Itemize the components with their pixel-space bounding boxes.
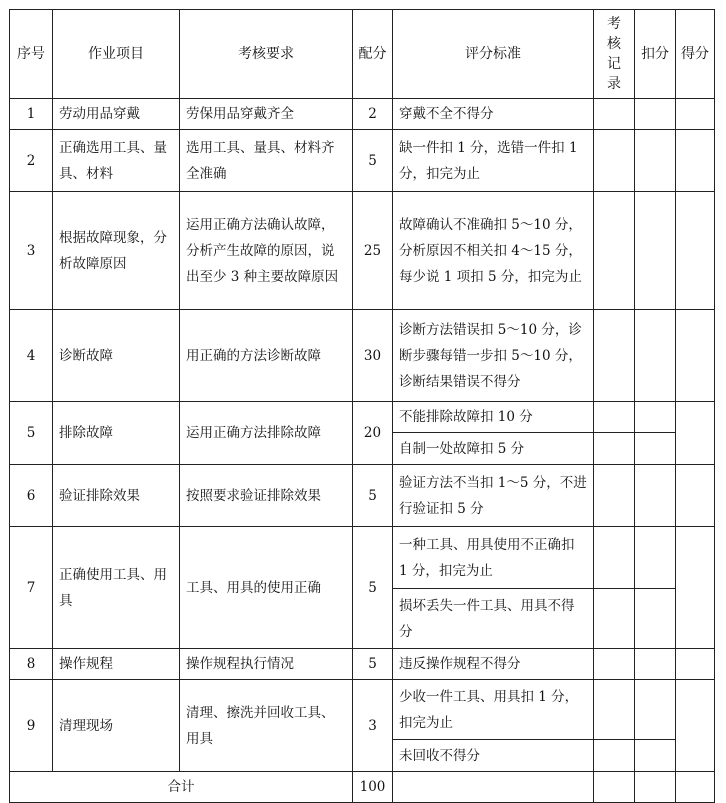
row-score-cell — [676, 99, 715, 130]
row-requirement: 劳保用品穿戴齐全 — [180, 99, 353, 130]
table-row — [10, 649, 715, 680]
table-row — [10, 192, 715, 310]
row-score-cell — [676, 192, 715, 310]
row-deduction-cell — [635, 130, 676, 192]
row-deduction-cell — [635, 433, 676, 465]
row-criteria: 诊断方法错误扣 5～10 分，诊断步骤每错一步扣 5～10 分，诊断结果错误不得分 — [393, 310, 594, 402]
row-item: 排除故障 — [53, 402, 180, 465]
header-points: 配分 — [353, 10, 393, 99]
row-points: 30 — [353, 310, 393, 402]
row-criteria: 故障确认不准确扣 5～10 分，分析原因不相关扣 4～15 分，每少说 1 项扣 5 分，扣完为止 — [393, 192, 594, 310]
row-record-cell — [594, 680, 635, 740]
row-record-cell — [594, 649, 635, 680]
row-score-cell — [676, 527, 715, 649]
row-record-cell — [594, 130, 635, 192]
table-row — [10, 130, 715, 192]
row-deduction-cell — [635, 589, 676, 649]
row-requirement: 用正确的方法诊断故障 — [180, 310, 353, 402]
row-item: 诊断故障 — [53, 310, 180, 402]
header-criteria: 评分标准 — [393, 10, 594, 99]
row-seq: 9 — [10, 680, 53, 772]
row-requirement: 工具、用具的使用正确 — [180, 527, 353, 649]
header-item: 作业项目 — [53, 10, 180, 99]
row-deduction-cell — [635, 740, 676, 772]
row-criteria: 违反操作规程不得分 — [393, 649, 594, 680]
row-points: 20 — [353, 402, 393, 465]
row-criteria: 一种工具、用具使用不正确扣 1 分，扣完为止 — [393, 527, 594, 589]
row-deduction-cell — [635, 402, 676, 433]
row-score-cell — [676, 649, 715, 680]
row-deduction-cell — [635, 680, 676, 740]
row-item: 正确选用工具、量具、材料 — [53, 130, 180, 192]
row-points: 5 — [353, 465, 393, 527]
row-record-cell — [594, 433, 635, 465]
row-points: 5 — [353, 527, 393, 649]
row-criteria: 自制一处故障扣 5 分 — [393, 433, 594, 465]
row-seq: 3 — [10, 192, 53, 310]
row-criteria: 损坏丢失一件工具、用具不得分 — [393, 589, 594, 649]
total-score-cell — [676, 772, 715, 803]
row-seq: 1 — [10, 99, 53, 130]
row-item: 操作规程 — [53, 649, 180, 680]
table-row — [10, 680, 715, 740]
row-record-cell — [594, 740, 635, 772]
total-record-cell — [594, 772, 635, 803]
header-requirement: 考核要求 — [180, 10, 353, 99]
row-requirement: 选用工具、量具、材料齐全准确 — [180, 130, 353, 192]
row-score-cell — [676, 130, 715, 192]
total-deduction-cell — [635, 772, 676, 803]
row-seq: 4 — [10, 310, 53, 402]
row-requirement: 运用正确方法确认故障，分析产生故障的原因，说出至少 3 种主要故障原因 — [180, 192, 353, 310]
row-criteria: 穿戴不全不得分 — [393, 99, 594, 130]
table-row — [10, 402, 715, 433]
total-row — [10, 772, 715, 803]
row-score-cell — [676, 402, 715, 465]
row-points: 5 — [353, 130, 393, 192]
row-item: 清理现场 — [53, 680, 180, 772]
row-requirement: 清理、擦洗并回收工具、用具 — [180, 680, 353, 772]
row-score-cell — [676, 310, 715, 402]
table-row — [10, 99, 715, 130]
row-record-cell — [594, 192, 635, 310]
row-seq: 8 — [10, 649, 53, 680]
row-seq: 5 — [10, 402, 53, 465]
row-deduction-cell — [635, 310, 676, 402]
total-criteria-cell — [393, 772, 594, 803]
row-criteria: 未回收不得分 — [393, 740, 594, 772]
table-row — [10, 465, 715, 527]
row-seq: 2 — [10, 130, 53, 192]
row-deduction-cell — [635, 99, 676, 130]
row-record-cell — [594, 527, 635, 589]
row-deduction-cell — [635, 649, 676, 680]
row-score-cell — [676, 465, 715, 527]
row-criteria: 缺一件扣 1 分，选错一件扣 1 分，扣完为止 — [393, 130, 594, 192]
row-points: 3 — [353, 680, 393, 772]
header-score: 得分 — [676, 10, 715, 99]
header-seq: 序号 — [10, 10, 53, 99]
grading-table — [9, 9, 715, 803]
row-record-cell — [594, 402, 635, 433]
row-points: 25 — [353, 192, 393, 310]
header-deduction: 扣分 — [635, 10, 676, 99]
row-record-cell — [594, 589, 635, 649]
header-record: 考核记录 — [594, 10, 635, 99]
row-record-cell — [594, 99, 635, 130]
table-body — [10, 99, 715, 772]
row-deduction-cell — [635, 527, 676, 589]
table-row — [10, 310, 715, 402]
row-item: 劳动用品穿戴 — [53, 99, 180, 130]
row-item: 根据故障现象，分析故障原因 — [53, 192, 180, 310]
row-record-cell — [594, 310, 635, 402]
row-seq: 6 — [10, 465, 53, 527]
row-points: 2 — [353, 99, 393, 130]
total-label: 合计 — [10, 772, 353, 803]
row-deduction-cell — [635, 192, 676, 310]
row-record-cell — [594, 465, 635, 527]
row-criteria: 少收一件工具、用具扣 1 分，扣完为止 — [393, 680, 594, 740]
row-item: 验证排除效果 — [53, 465, 180, 527]
row-seq: 7 — [10, 527, 53, 649]
row-criteria: 不能排除故障扣 10 分 — [393, 402, 594, 433]
row-requirement: 按照要求验证排除效果 — [180, 465, 353, 527]
row-score-cell — [676, 680, 715, 772]
total-points: 100 — [353, 772, 393, 803]
table-row — [10, 527, 715, 589]
row-requirement: 操作规程执行情况 — [180, 649, 353, 680]
header-row — [10, 10, 715, 99]
row-deduction-cell — [635, 465, 676, 527]
row-item: 正确使用工具、用具 — [53, 527, 180, 649]
row-criteria: 验证方法不当扣 1～5 分，不进行验证扣 5 分 — [393, 465, 594, 527]
row-requirement: 运用正确方法排除故障 — [180, 402, 353, 465]
row-points: 5 — [353, 649, 393, 680]
